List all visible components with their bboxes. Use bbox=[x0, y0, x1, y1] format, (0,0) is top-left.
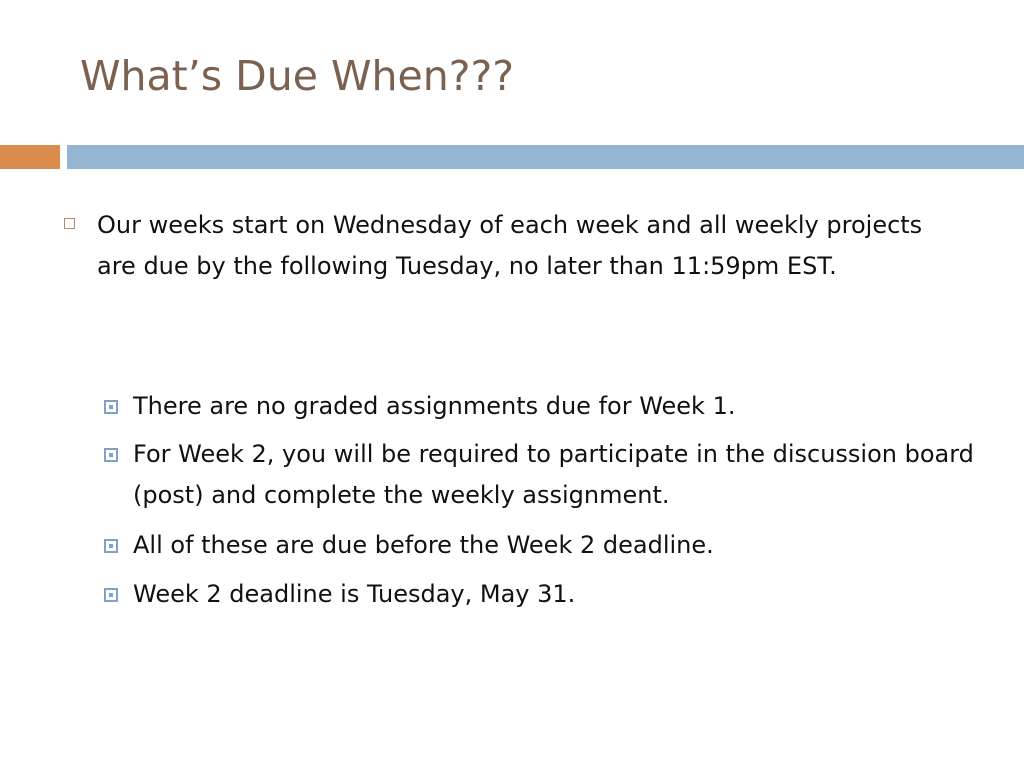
square-bullet-icon bbox=[104, 400, 118, 414]
hollow-square-bullet-icon bbox=[64, 218, 75, 229]
accent-bar-orange bbox=[0, 145, 60, 169]
sub-bullet-text: There are no graded assignments due for Week 1. bbox=[133, 392, 736, 420]
sub-bullet-text: For Week 2, you will be required to participate in the discussion board (post) and complete the weekly assignment. bbox=[133, 440, 974, 509]
square-bullet-icon bbox=[104, 588, 118, 602]
slide-title: What’s Due When??? bbox=[80, 52, 514, 100]
accent-bar-blue bbox=[67, 145, 1024, 169]
square-bullet-icon bbox=[104, 448, 118, 462]
sub-bullet-text: All of these are due before the Week 2 deadline. bbox=[133, 531, 714, 559]
sub-bullet-text: Week 2 deadline is Tuesday, May 31. bbox=[133, 580, 576, 608]
square-bullet-icon bbox=[104, 539, 118, 553]
bullet-main-text: Our weeks start on Wednesday of each week and all weekly projects are due by the following Tuesday, no later than 11:59pm EST. bbox=[97, 211, 923, 280]
